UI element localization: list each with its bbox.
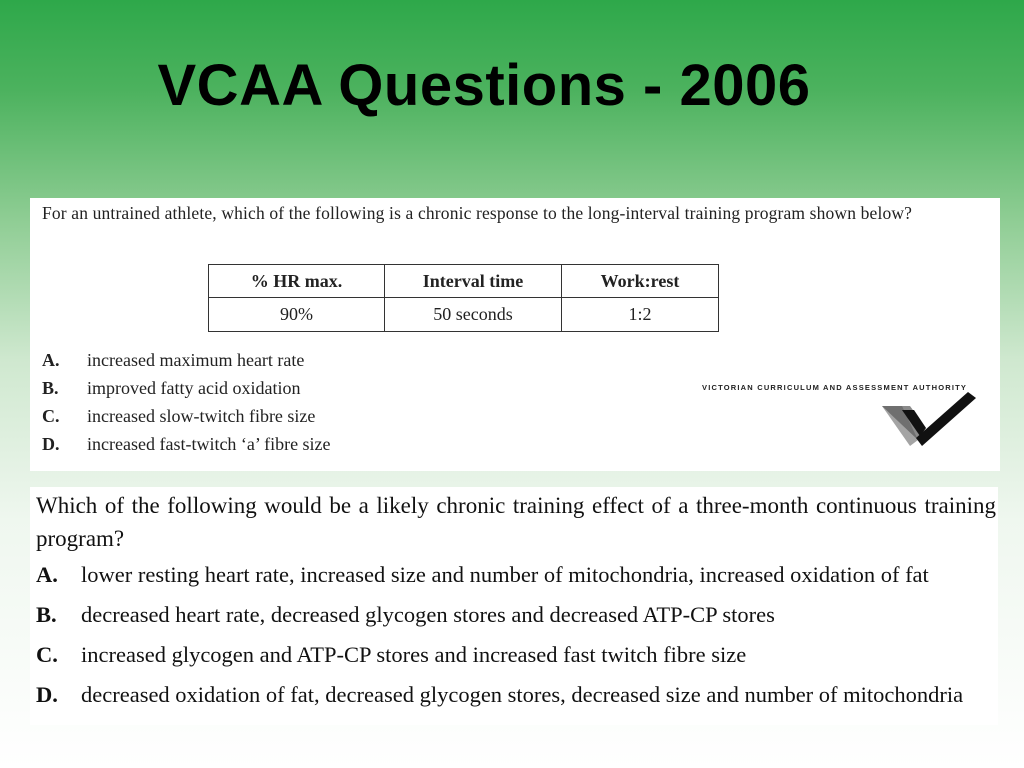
- vcaa-check-logo-icon: [880, 388, 978, 446]
- slide-title: VCAA Questions - 2006: [157, 53, 811, 118]
- option-text: increased glycogen and ATP-CP stores and increased fast twitch fibre size: [81, 642, 747, 667]
- option-text: increased slow-twitch fibre size: [87, 406, 316, 426]
- option-text: improved fatty acid oxidation: [87, 378, 301, 398]
- option-text: decreased oxidation of fat, decreased glycogen stores, decreased size and number of mitochondria: [81, 682, 964, 707]
- table-header-cell: Work:rest: [562, 265, 719, 298]
- option-letter: A.: [36, 562, 58, 587]
- question-1-text: For an untrained athlete, which of the following is a chronic response to the long-interval training program shown below?: [42, 203, 913, 223]
- training-program-table: [208, 264, 719, 332]
- option-letter: A.: [42, 350, 60, 370]
- option-letter: D.: [42, 434, 60, 454]
- option-letter: D.: [36, 682, 58, 707]
- option-text: decreased heart rate, decreased glycogen stores and decreased ATP-CP stores: [81, 602, 775, 627]
- option-letter: B.: [36, 602, 57, 627]
- table-row: [209, 298, 719, 332]
- question-1-panel: [30, 198, 1000, 471]
- table-header-row: [209, 265, 719, 298]
- table-header-cell: % HR max.: [209, 265, 385, 298]
- table-cell: 1:2: [562, 298, 719, 332]
- table-header-cell: Interval time: [385, 265, 562, 298]
- table-cell: 90%: [209, 298, 385, 332]
- option-letter: C.: [42, 406, 60, 426]
- option-letter: B.: [42, 378, 59, 398]
- option-text: lower resting heart rate, increased size and number of mitochondria, increased oxidation of fat: [81, 562, 929, 587]
- option-letter: C.: [36, 642, 58, 667]
- question-2-panel: [30, 487, 998, 725]
- option-text: increased maximum heart rate: [87, 350, 305, 370]
- vcaa-logo-text: VICTORIAN CURRICULUM AND ASSESSMENT AUTHORITY: [702, 383, 968, 392]
- table-cell: 50 seconds: [385, 298, 562, 332]
- option-text: increased fast-twitch ‘a’ fibre size: [87, 434, 331, 454]
- question-2-text: Which of the following would be a likely chronic training effect of a three-month continuous training program?: [36, 493, 996, 551]
